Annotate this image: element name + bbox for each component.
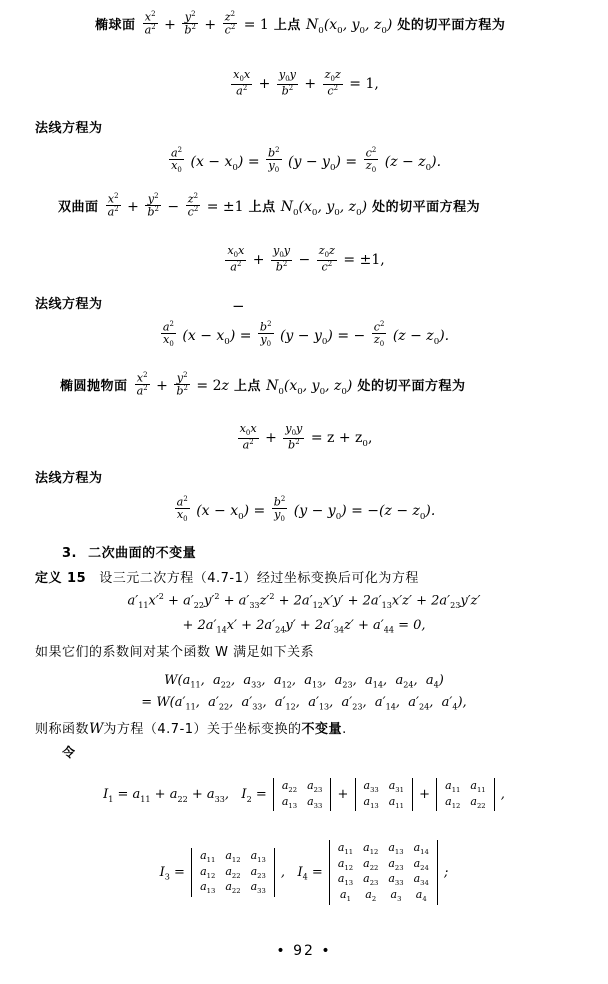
definition-equation-line1: $a'_{11}x'^2 + a'_{22}y'^2 + a'_{33}z'^2 + 2a'_{12}x'y' + 2a'_{13}x'z' + 2a'_{23}y'z'$ (127, 592, 481, 610)
hyperboloid-lead-line (58, 194, 480, 220)
definition-text-middle (35, 641, 314, 662)
i2-matrix-2: $a_{33}$ $a_{31}$ $a_{13}$ $a_{11}$ (355, 778, 413, 811)
ellipsoid-lead-line (95, 12, 505, 38)
ellipsoid-lead-tail: 上点 (273, 17, 301, 33)
paraboloid-lead-label: 椭圆抛物面 (60, 378, 128, 394)
ellipsoid-normal-equation: $\frac{a^2}{x_0}$ $(x - x_0)$ = $\frac{b^2}{y_0}$ $(y - y_0)$ = $\frac{c^2}{z_0}$ $(z - z_0)$. (170, 146, 442, 175)
invariant-i3-i4-row: $I_3$ = $a_{11}$ $a_{12}$ $a_{13}$ $a_{12}$ $a_{22}$ $a_{23}$ $a_{13}$ $a_{22}$ $a_{33}$ , $I_4$ = $a_{11}$ $a_{12}$ $a_{13}$ $a_{14}$ $a_{12}$ $a_{22}$ $a_{23}$ $a_{24}$ $a_{13}$ $a_{23}$ $a_{33}$ $a_{34}$ $a_1$ $a_2$ $a_3$ $a_4$ ; (159, 841, 449, 904)
ellipsoid-lead-tail2: 处的切平面方程为 (397, 17, 506, 33)
hyperboloid-lead-tail: 上点 (248, 199, 276, 215)
conclusion-mid: 为方程（4.7-1）关于坐标变换的 (103, 722, 302, 737)
stray-mark: − (232, 297, 245, 315)
hyperboloid-normal-label: 法线方程为 (35, 297, 103, 312)
definition-label: 定义 15 (35, 571, 87, 586)
paraboloid-lead-line (60, 373, 465, 399)
i2-matrix-1: $a_{22}$ $a_{23}$ $a_{13}$ $a_{33}$ (273, 778, 331, 811)
hyperboloid-lead-tail2: 处的切平面方程为 (372, 199, 481, 215)
page-number: • 92 • (276, 943, 332, 959)
definition-equation-line2: + $2a'_{14}x' + 2a'_{24}y' + 2a'_{34}z' + a'_{44} = 0$, (182, 618, 426, 635)
hyperboloid-normal-equation: $\frac{a^2}{x_0}$ $(x - x_0)$ = $\frac{b^2}{y_0}$ $(y - y_0)$ = − $\frac{c^2}{z_0}$ $(z - z_0)$. (162, 320, 450, 349)
paraboloid-normal-equation: $\frac{a^2}{x_0}$ $(x - x_0)$ = $\frac{b^2}{y_0}$ $(y - y_0) = -(z - z_0)$. (176, 495, 436, 524)
i2-matrix-3: $a_{11}$ $a_{11}$ $a_{12}$ $a_{22}$ (436, 778, 494, 811)
ellipsoid-equation: $\frac{x^2}{a^2}$ + $\frac{y^2}{b^2}$ + $\frac{z^2}{c^2}$ = 1 (144, 10, 269, 38)
subsection-heading (62, 542, 196, 563)
subsection-number: 3. (62, 546, 77, 561)
invariant-i1-i2-row: $I_1 = a_{11} + a_{22} + a_{33}$, $I_2$ = $a_{22}$ $a_{23}$ $a_{13}$ $a_{33}$ + $a_{33}$ $a_{31}$ $a_{13}$ $a_{11}$ + $a_{11}$ $a_{11}$ $a_{12}$ $a_{22}$ , (103, 779, 505, 810)
definition-middle-text: 如果它们的系数间对某个函数 W 满足如下关系 (35, 645, 315, 660)
paraboloid-equation: $\frac{x^2}{a^2}$ + $\frac{y^2}{b^2}$ = 2z (136, 371, 229, 399)
hyperboloid-point: $N_0(x_0$, $y_0$, $z_0$) (280, 198, 368, 218)
conclusion-suffix: . (342, 722, 347, 737)
hyperboloid-lead-label: 双曲面 (58, 199, 99, 215)
let-label: 令 (62, 746, 76, 761)
i4-matrix: $a_{11}$ $a_{12}$ $a_{13}$ $a_{14}$ $a_{12}$ $a_{22}$ $a_{23}$ $a_{24}$ $a_{13}$ $a_{23}$ $a_{33}$ $a_{34}$ $a_1$ $a_2$ $a_3$ $a_4$ (329, 840, 438, 905)
i3-matrix: $a_{11}$ $a_{12}$ $a_{13}$ $a_{12}$ $a_{22}$ $a_{23}$ $a_{13}$ $a_{22}$ $a_{33}$ (191, 848, 275, 897)
hyperboloid-equation: $\frac{x^2}{a^2}$ + $\frac{y^2}{b^2}$ − $\frac{z^2}{c^2}$ = ±1 (107, 192, 244, 220)
definition-text: 设三元二次方程（4.7-1）经过坐标变换后可化为方程 (99, 571, 419, 586)
ellipsoid-normal-label: 法线方程为 (35, 121, 103, 136)
conclusion-bold: 不变量 (301, 722, 343, 737)
paraboloid-normal-label: 法线方程为 (35, 471, 103, 486)
hyperboloid-tangent-plane: $\frac{x_0x}{a^2}$ + $\frac{y_0y}{b^2}$ − $\frac{z_0z}{c^2}$ = ±1, (227, 244, 385, 274)
paraboloid-point: $N_0(x_0$, $y_0$, $z_0$) (266, 377, 353, 397)
ellipsoid-point: $N_0(x_0$, $y_0$, $z_0$) (306, 16, 393, 36)
paraboloid-lead-tail2: 处的切平面方程为 (357, 378, 466, 394)
relation-line1: $W(a_{11}$, $a_{22}$, $a_{33}$, $a_{12}$, $a_{13}$, $a_{23}$, $a_{14}$, $a_{24}$, $a_4$) (164, 673, 444, 690)
ellipsoid-tangent-plane: $\frac{x_0x}{a^2}$ + $\frac{y_0y}{b^2}$ + $\frac{z_0z}{c^2}$ = 1, (233, 68, 379, 98)
relation-line2: = $W(a'_{11}$, $a'_{22}$, $a'_{33}$, $a'_{12}$, $a'_{13}$, $a'_{23}$, $a'_{14}$, $a'_{24}$, $a'_4$), (141, 695, 467, 712)
definition-conclusion (35, 718, 347, 739)
paraboloid-tangent-plane: $\frac{x_0x}{a^2}$ + $\frac{y_0y}{b^2}$ = $z + z_0$, (239, 422, 373, 452)
definition-line (35, 567, 419, 588)
paraboloid-lead-tail: 上点 (233, 378, 261, 394)
ellipsoid-lead-label: 椭球面 (95, 17, 136, 33)
subsection-title: 二次曲面的不变量 (88, 546, 197, 561)
function-symbol-w: W (89, 721, 104, 737)
conclusion-prefix: 则称函数 (35, 722, 90, 737)
